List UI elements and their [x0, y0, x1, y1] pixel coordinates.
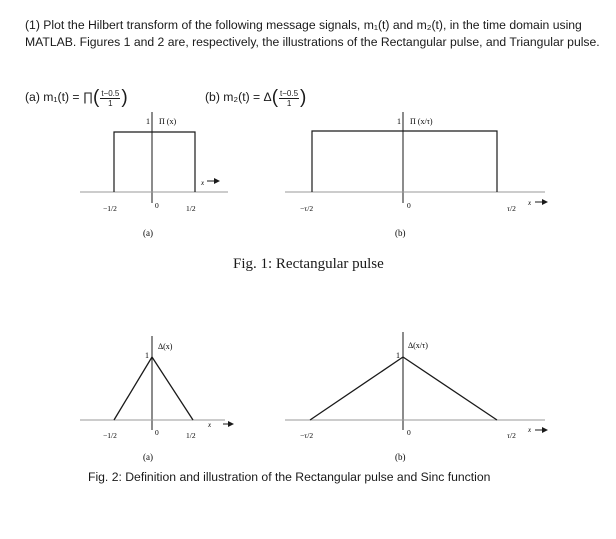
equation-a-prefix: (a) m₁(t) = ∏ — [25, 90, 93, 105]
fig2a-axis-label: x — [208, 421, 212, 429]
problem-statement: (1) Plot the Hilbert transform of the following message signals, m₁(t) and m₂(t), in the time domain using MATLAB. Figures 1 and 2 are, respectively, the illustrations of the Rectangular pulse, and Triangular pulse. — [25, 18, 600, 49]
fig2a-sublabel: (a) — [143, 452, 153, 462]
fig1b-axis-label: x — [528, 199, 532, 207]
equation-b-numerator: t−0.5 — [280, 88, 299, 98]
fig1b-sublabel: (b) — [395, 228, 406, 238]
equation-a-numerator: t−0.5 — [101, 88, 120, 98]
fig2b-right-tick: τ/2 — [507, 431, 516, 440]
fig2b-height-label: 1 — [396, 351, 400, 360]
fig2-caption: Fig. 2: Definition and illustration of the Rectangular pulse and Sinc function — [88, 470, 491, 484]
fig1b-right-tick: τ/2 — [507, 204, 516, 213]
equation-a: (a) m₁(t) = ∏( $\frac{t-0.5}{1}$ ) — [25, 87, 128, 108]
fig1b-func-label: Π (x/τ) — [410, 117, 433, 126]
fig2b-sublabel: (b) — [395, 452, 406, 462]
fig2b-func-label: Δ(x/τ) — [408, 341, 428, 350]
fig1a-sublabel: (a) — [143, 228, 153, 238]
fig1a-height-label: 1 — [146, 117, 150, 126]
fig1b-height-label: 1 — [397, 117, 401, 126]
fig1a-pulse-shape — [114, 132, 195, 192]
fig2a-triangle-shape — [114, 357, 193, 420]
equation-b-denominator: 1 — [286, 98, 292, 108]
fig1a-func-label: Π (x) — [159, 117, 177, 126]
fig2b-left-tick: −τ/2 — [300, 431, 314, 440]
fig1a-rect-pulse — [80, 112, 228, 203]
fig2a-zero: 0 — [155, 428, 159, 437]
fig1a-right-tick: 1/2 — [186, 204, 196, 213]
fig1b-zero: 0 — [407, 201, 411, 210]
fig1a-zero: 0 — [155, 201, 159, 210]
fig1-caption: Fig. 1: Rectangular pulse — [233, 256, 384, 272]
fig1b-left-tick: −τ/2 — [300, 204, 314, 213]
fig1a-left-tick: −1/2 — [103, 204, 117, 213]
fig1b-pulse-shape — [312, 131, 497, 192]
fig2b-zero: 0 — [407, 428, 411, 437]
fig2a-right-tick: 1/2 — [186, 431, 196, 440]
fig2a-left-tick: −1/2 — [103, 431, 117, 440]
equation-b-prefix: (b) m₂(t) = Δ — [205, 90, 272, 105]
equation-b: (b) m₂(t) = Δ( $\frac{t-0.5}{1}$ ) — [205, 87, 307, 108]
fig2a-func-label: Δ(x) — [158, 342, 173, 351]
fig2a-tri-pulse — [80, 336, 225, 430]
fig1a-axis-label: x — [201, 179, 205, 187]
fig2a-height-label: 1 — [145, 351, 149, 360]
fig2b-axis-label: x — [528, 426, 532, 434]
equation-a-denominator: 1 — [108, 98, 113, 108]
